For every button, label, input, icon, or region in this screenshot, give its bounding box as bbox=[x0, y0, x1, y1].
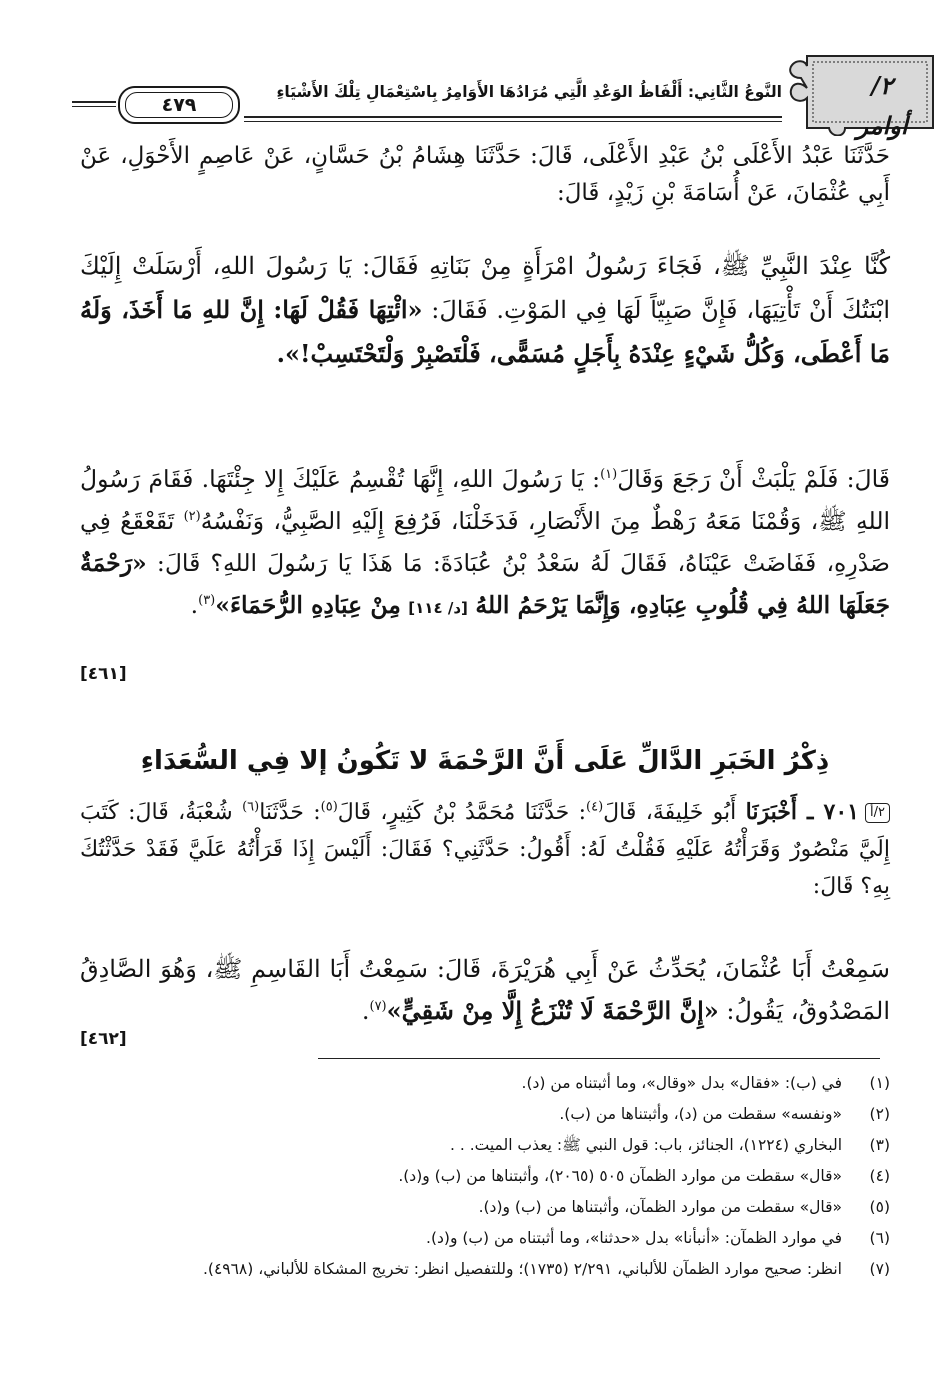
hadith-text: «رَحْمَةٌ جَعَلَهَا اللهُ فِي قُلُوبِ عِبَادِهِ، وَإِنَّمَا يَرْحَمُ اللهُ bbox=[80, 549, 890, 619]
isnad-text: حَدَّثَنَا عَبْدُ الأَعْلَى بْنُ عَبْدِ الأَعْلَى، قَالَ: حَدَّثَنَا هِشَامُ بْنُ حَسَّانٍ، عَنْ عَاصِمٍ الأَحْوَلِ، عَنْ أَبِي عُثْمَانَ، عَنْ أُسَامَةَ بْنِ زَيْدٍ، قَالَ: bbox=[80, 143, 890, 206]
footnote-text: «ونفسه» سقطت من (د)، وأثبتناها من (ب). bbox=[559, 1105, 842, 1123]
isnad-paragraph bbox=[80, 794, 890, 905]
hadith-paragraph bbox=[80, 244, 890, 376]
footnote-number: (٧) bbox=[869, 1260, 890, 1278]
footnote-number: (٣) bbox=[869, 1136, 890, 1154]
footnote-text: «قال» سقطت من موارد الظمآن، وأثبتناها من (ب) و(د). bbox=[478, 1198, 842, 1216]
footnote-number: (٦) bbox=[869, 1229, 890, 1247]
footnote-text: في موارد الظمآن: «أنبأنا» بدل «حدثنا»، وما أثبتناه من (ب) و(د). bbox=[426, 1229, 842, 1247]
running-title: النَّوعُ الثَّانِي: أَلْفَاظُ الوَعْدِ الَّتِي مُرَادُهَا الأَوَامِرُ بِاسْتِعْمَالِ تِلْكَ الأَشْيَاءِ bbox=[276, 83, 782, 101]
hadith-paragraph bbox=[80, 458, 890, 629]
footnote-number: (٥) bbox=[869, 1198, 890, 1216]
footnote-number: (٤) bbox=[869, 1167, 890, 1185]
footnote-text: البخاري (١٢٢٤)، الجنائز، باب: قول النبي ﷺ: يعذب الميت. . . bbox=[449, 1136, 842, 1154]
header-rule bbox=[72, 101, 116, 103]
footnote-item bbox=[80, 1161, 890, 1192]
hadith-text: «ائْتِهَا فَقُلْ لَهَا: إِنَّ للهِ مَا أَخَذَ، وَلَهُ مَا أَعْطَى، وَكُلُّ شَيْءٍ عِنْدَهُ بِأَجَلٍ مُسَمًّى، فَلْتَصْبِرْ وَلْتَحْتَسِبْ!». bbox=[80, 295, 890, 368]
header-rule bbox=[244, 116, 782, 118]
page-number: ٤٧٩ bbox=[125, 92, 233, 118]
footnote-marker[interactable]: (٥) bbox=[320, 799, 338, 815]
manuscript-page-box: ٢/أ bbox=[865, 803, 890, 823]
footnote-item bbox=[80, 1130, 890, 1161]
isnad-text: : حَدَّثَنَا مُحَمَّدُ بْنُ كَثِيرٍ، قَالَ bbox=[337, 800, 587, 825]
footnote-item bbox=[80, 1099, 890, 1130]
header-rule bbox=[244, 121, 782, 122]
page-number-frame bbox=[118, 86, 240, 124]
punctuation: . bbox=[190, 591, 199, 619]
hadith-number-ref: [٤٦١] bbox=[80, 664, 127, 684]
hadith-number: ٧٠١ ـ أَخْبَرَنَا bbox=[745, 799, 859, 825]
footnote-text: في (ب): «فقال» بدل «وقال»، وما أثبتناه من (د). bbox=[521, 1074, 842, 1092]
narration-text: تَقَعْقَعُ فِي صَدْرِهِ، فَفَاضَتْ عَيْنَاهُ، فَقَالَ لَهُ سَعْدُ بْنُ عُبَادَةَ: مَا هَذَا يَا رَسُولَ اللهِ؟ قَالَ: bbox=[80, 507, 890, 577]
footnote-text: «قال» سقطت من موارد الظمآن ٥٠٥ (٢٠٦٥)، وأثبتناها من (ب) و(د). bbox=[398, 1167, 842, 1185]
footnote-number: (١) bbox=[869, 1074, 890, 1092]
footnote-separator bbox=[318, 1058, 880, 1059]
isnad-paragraph bbox=[80, 138, 890, 212]
footnote-marker[interactable]: (٤) bbox=[586, 799, 604, 815]
isnad-text: : حَدَّثَنَا bbox=[259, 800, 321, 825]
narration-text: : يَا رَسُولَ اللهِ، إِنَّهَا تُقْسِمُ عَلَيْكَ إِلا جِئْتَهَا. فَقَامَ رَسُولُ اللهِ ﷺ، وَقُمْنَا مَعَهُ رَهْطٌ مِنَ الأَنْصَارِ، فَدَخَلْنَا، فَرُفِعَ إِلَيْهِ الصَّبِيُّ، وَنَفْسُهُ bbox=[80, 465, 891, 535]
section-title: ذِكْرُ الخَبَرِ الدَّالِّ عَلَى أَنَّ الرَّحْمَةَ لا تَكُونُ إلا فِي السُّعَدَاءِ bbox=[140, 746, 830, 776]
hadith-text: مِنْ عِبَادِهِ الرُّحَمَاءَ» bbox=[215, 591, 401, 619]
narration-text: قَالَ: فَلَمْ يَلْبَثْ أَنْ رَجَعَ وَقَالَ bbox=[617, 465, 890, 493]
header-rule bbox=[72, 106, 116, 107]
footnote-marker[interactable]: (١) bbox=[600, 467, 618, 483]
footnote-marker[interactable]: (٦) bbox=[242, 799, 260, 815]
hadith-paragraph bbox=[80, 948, 890, 1032]
isnad-text: أَبُو خَلِيفَةَ، قَالَ bbox=[603, 800, 746, 825]
footnote-item bbox=[80, 1068, 890, 1099]
page-header bbox=[68, 48, 938, 138]
footnote-marker[interactable]: (٣) bbox=[198, 593, 216, 609]
footnote-item bbox=[80, 1192, 890, 1223]
hadith-text: «إِنَّ الرَّحْمَةَ لَا تُنْزَعُ إِلَّا مِنْ شَقِيٍّ» bbox=[386, 996, 719, 1025]
footnote-text: انظر: صحيح موارد الظمآن للألباني، ٢/٢٩١ (١٧٣٥)؛ وللتفصيل انظر: تخريج المشكاة للألباني، (٤٩٦٨). bbox=[202, 1260, 842, 1278]
hadith-number-ref: [٤٦٢] bbox=[80, 1029, 127, 1049]
footnote-item bbox=[80, 1254, 890, 1285]
narration-text: سَمِعْتُ أَبَا عُثْمَانَ، يُحَدِّثُ عَنْ أَبِي هُرَيْرَةَ، قَالَ: سَمِعْتُ أَبَا القَاسِمِ ﷺ، وَهُوَ الصَّادِقُ المَصْدُوقُ، يَقُولُ: bbox=[80, 955, 890, 1025]
isnad-text: شُعْبَةُ، قَالَ: كَتَبَ إِلَيَّ مَنْصُورٌ وَقَرَأْتُهُ عَلَيْهِ فَقُلْتُ لَهُ: أَقُولُ: حَدَّثَنِي؟ فَقَالَ: أَلَيْسَ إِذَا قَرَأْتُهُ عَلَيَّ فَقَدْ حَدَّثْتُكَ بِهِ؟ قَالَ: bbox=[80, 800, 890, 899]
footnote-number: (٢) bbox=[869, 1105, 890, 1123]
footnote-item bbox=[80, 1223, 890, 1254]
corner-label: ٢/أوامر bbox=[856, 71, 908, 140]
manuscript-tag: [د/ ١١٤] bbox=[408, 599, 468, 617]
footnote-marker[interactable]: (٢) bbox=[183, 509, 201, 525]
footnotes bbox=[80, 1068, 890, 1285]
punctuation: . bbox=[361, 997, 370, 1025]
narration-text: كُنَّا عِنْدَ النَّبِيِّ ﷺ، فَجَاءَ رَسُولُ امْرَأَةٍ مِنْ بَنَاتِهِ فَقَالَ: يَا رَسُولَ اللهِ، أَرْسَلَتْ إِلَيْكَ ابْنَتُكَ أَنْ تَأْتِيَهَا، فَإِنَّ صَبِيّاً لَهَا فِي المَوْتِ. فَقَالَ: bbox=[80, 252, 890, 324]
footnote-marker[interactable]: (٧) bbox=[369, 999, 387, 1014]
